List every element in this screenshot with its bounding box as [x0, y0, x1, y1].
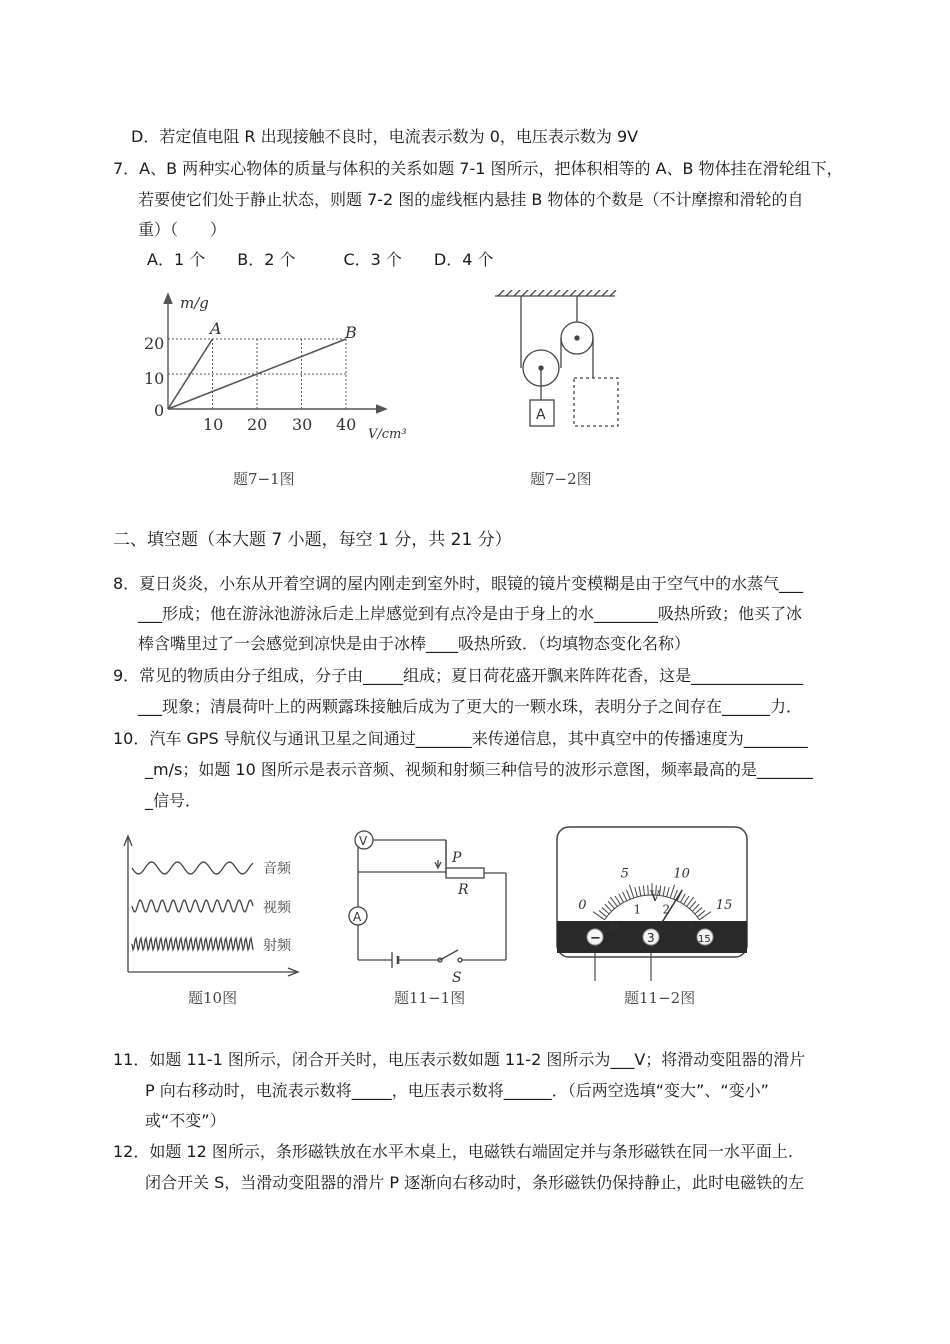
fig-10-waveforms — [118, 832, 318, 980]
question-7-line2: 若要使它们处于静止状态，则题 7-2 图的虚线框内悬挂 B 物体的个数是（不计摩擦和滑轮的自 — [138, 190, 804, 209]
audio-label: 音频 — [263, 861, 291, 877]
outer-scale-label: 5 — [620, 866, 629, 882]
voltmeter-label: V — [359, 834, 368, 848]
question-7-line1: 7．A、B 两种实心物体的质量与体积的关系如题 7-1 图所示，把体积相等的 A、B 物体挂在滑轮组下， — [113, 159, 843, 178]
question-10-line3: _信号． — [145, 791, 202, 810]
rheostat — [446, 868, 484, 878]
x-tick-label: 30 — [292, 415, 313, 434]
radio-wave — [132, 938, 253, 949]
fig-7-2-pulley — [490, 290, 630, 440]
terminal-label: 3 — [647, 931, 655, 945]
y-tick-label: 10 — [144, 369, 165, 388]
inner-scale-label: 1 — [633, 902, 642, 917]
fig-11-2-voltmeter — [555, 825, 750, 985]
slider-p-label: P — [452, 850, 462, 866]
question-7-options: A．1 个 B．2 个 C．3 个 D．4 个 — [147, 250, 494, 269]
series-b-label: B — [345, 323, 357, 342]
unit-label: V — [650, 889, 661, 905]
ceiling-hatch — [498, 290, 616, 296]
question-8-line2: ___形成；他在游泳池游泳后走上岸感觉到有点冷是由于身上的水________吸热所致；他买了冰 — [138, 604, 803, 623]
inner-scale-label: 0 — [610, 919, 618, 934]
radio-label: 射频 — [263, 938, 291, 954]
question-8-line1: 8．夏日炎炎，小东从开着空调的屋内刚走到室外时，眼镜的镜片变模糊是由于空气中的水蒸气___ — [113, 574, 804, 593]
outer-scale-label: 15 — [715, 897, 733, 913]
outer-scale-label: 0 — [578, 897, 587, 913]
fig-11-1-caption: 题11−1图 — [394, 989, 466, 1007]
question-10-line2: _m/s；如题 10 图所示是表示音频、视频和射频三种信号的波形示意图，频率最高的是_______ — [145, 760, 813, 779]
ammeter-label: A — [353, 910, 362, 924]
question-10-line1: 10．汽车 GPS 导航仪与通讯卫星之间通过_______来传递信息，其中真空中的传播速度为________ — [113, 729, 808, 748]
question-12-line1: 12．如题 12 图所示，条形磁铁放在水平木桌上，电磁铁右端固定并与条形磁铁在同一水平面上. — [113, 1142, 793, 1161]
fig-7-1-graph — [140, 288, 420, 488]
fig-11-2-caption: 题11−2图 — [624, 989, 696, 1007]
inner-scale-label: 3 — [685, 919, 694, 934]
terminal-label: − — [590, 931, 601, 946]
question-9-line2: ___现象；清晨荷叶上的两颗露珠接触后成为了更大的一颗水珠，表明分子之间存在______力． — [138, 697, 803, 716]
fig-10-caption: 题10图 — [188, 989, 238, 1007]
y-tick-label: 20 — [144, 334, 165, 353]
x-tick-label: 20 — [247, 415, 268, 434]
origin-label: 0 — [154, 401, 165, 420]
x-axis-label: V/cm³ — [368, 427, 407, 442]
question-11-line3: 或“不变”） — [145, 1111, 226, 1130]
video-label: 视频 — [263, 900, 291, 916]
question-11-line1: 11．如题 11-1 图所示，闭合开关时，电压表示数如题 11-2 图所示为___V；将滑动变阻器的滑片 — [113, 1050, 806, 1069]
fig-7-2-caption: 题7−2图 — [530, 470, 592, 488]
video-wave — [132, 900, 253, 912]
inner-scale-label: 2 — [662, 902, 671, 917]
y-axis-arrow — [164, 294, 172, 304]
resistor-r-label: R — [458, 882, 469, 898]
x-tick-label: 40 — [336, 415, 357, 434]
fig-7-1-caption: 题7−1图 — [233, 470, 295, 488]
outer-scale-label: 10 — [673, 866, 690, 882]
question-7-line3: 重）（ ） — [138, 220, 227, 239]
question-11-line2: P 向右移动时，电流表示数将_____，电压表示数将______．（后两空选填“变大”、“变小” — [145, 1081, 769, 1100]
x-axis-arrow — [376, 405, 386, 413]
question-9-line1: 9．常见的物质由分子组成，分子由_____组成；夏日荷花盛开飘来阵阵花香，这是______________ — [113, 666, 804, 685]
question-8-line3: 棒含嘴里过了一会感觉到凉快是由于冰棒____吸热所致．（均填物态变化名称） — [138, 634, 691, 653]
section-2-heading: 二、填空题（本大题 7 小题，每空 1 分，共 21 分） — [113, 530, 512, 550]
y-axis-label: m/g — [180, 294, 209, 312]
series-a-label: A — [210, 319, 222, 338]
fig-11-1-circuit — [340, 826, 520, 986]
block-a-label: A — [536, 407, 546, 423]
question-12-line2: 闭合开关 S，当滑动变阻器的滑片 P 逐渐向右移动时，条形磁铁仍保持静止，此时电磁铁的左 — [145, 1173, 805, 1192]
audio-wave — [132, 862, 253, 874]
dashed-box — [574, 378, 618, 426]
terminal-label: 15 — [698, 934, 711, 945]
x-tick-label: 10 — [203, 415, 224, 434]
dial-tick — [648, 885, 649, 895]
switch-s-label: S — [452, 970, 462, 986]
series-line-b — [168, 339, 346, 409]
option-d-q6: D．若定值电阻 R 出现接触不良时，电流表示数为 0，电压表示数为 9V — [131, 127, 639, 146]
